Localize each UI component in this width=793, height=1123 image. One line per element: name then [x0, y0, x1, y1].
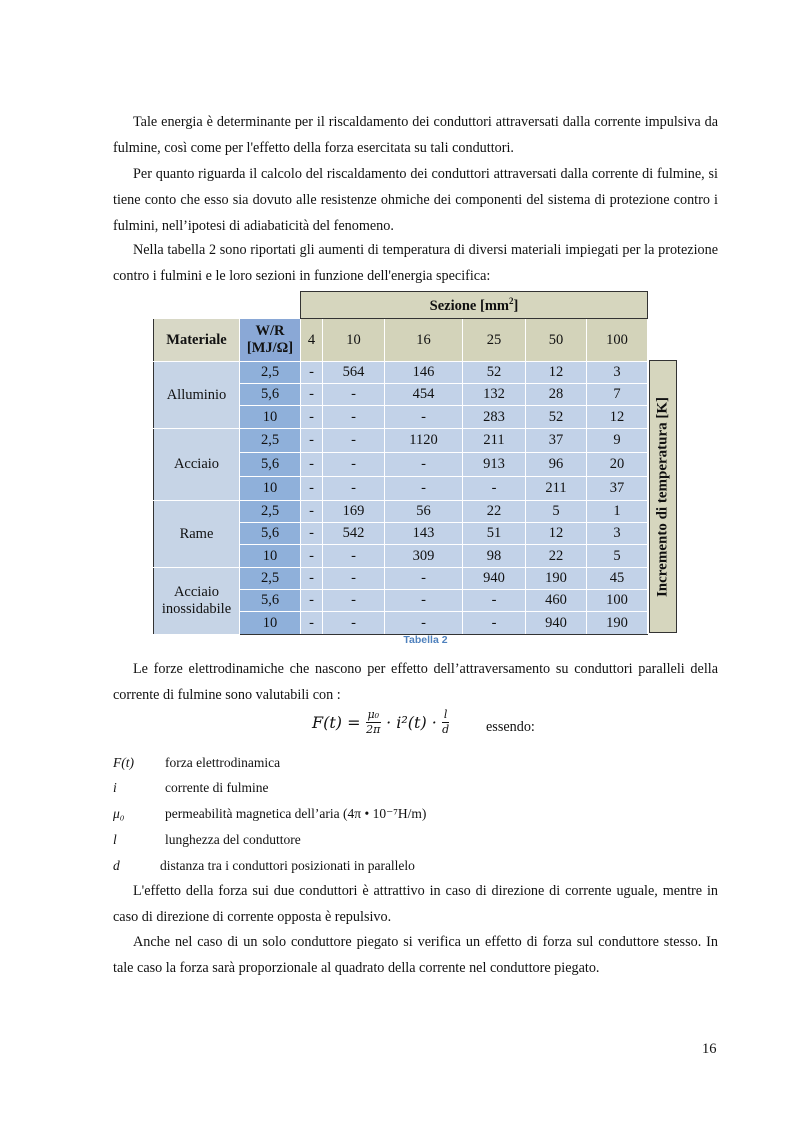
value-cell: - [323, 453, 385, 477]
value-cell: 37 [526, 429, 587, 453]
value-cell: 132 [463, 384, 526, 406]
wr-header: W/R [MJ/Ω] [240, 319, 301, 362]
value-cell: - [385, 612, 463, 635]
value-cell: - [323, 406, 385, 429]
value-cell: - [385, 477, 463, 501]
value-cell: 5 [526, 501, 587, 523]
definition-row: d distanza tra i conduttori posizionati in parallelo [113, 858, 415, 873]
value-cell: 12 [526, 523, 587, 545]
value-cell: 37 [587, 477, 648, 501]
value-cell: 143 [385, 523, 463, 545]
definition-row: μ₀ permeabilità magnetica dell’aria (4π • 10⁻⁷H/m) [113, 806, 427, 821]
value-cell: 309 [385, 545, 463, 568]
wr-cell: 5,6 [240, 453, 301, 477]
material-cell: Acciaio [154, 429, 240, 501]
value-cell: 542 [323, 523, 385, 545]
value-cell: - [301, 406, 323, 429]
temperature-table [153, 291, 648, 635]
value-cell: - [385, 406, 463, 429]
value-cell: 3 [587, 523, 648, 545]
value-cell: - [463, 477, 526, 501]
value-cell: - [323, 477, 385, 501]
value-cell: 52 [463, 362, 526, 384]
value-cell: 1 [587, 501, 648, 523]
value-cell: - [301, 384, 323, 406]
value-cell: 564 [323, 362, 385, 384]
table-caption: Tabella 2 [403, 634, 448, 646]
value-cell: - [301, 545, 323, 568]
wr-cell: 2,5 [240, 568, 301, 590]
page-number: 16 [702, 1041, 717, 1057]
definition-row: F(t) forza elettrodinamica [113, 755, 281, 770]
table-row [154, 568, 648, 590]
value-cell: - [323, 590, 385, 612]
value-cell: - [301, 477, 323, 501]
value-cell: - [301, 453, 323, 477]
value-cell: - [301, 612, 323, 635]
material-cell: Alluminio [154, 362, 240, 429]
section-col: 10 [323, 319, 385, 362]
material-header: Materiale [154, 319, 240, 362]
value-cell: 28 [526, 384, 587, 406]
table-row [154, 501, 648, 523]
value-cell: 20 [587, 453, 648, 477]
definition-row: l lunghezza del conduttore [113, 832, 301, 847]
value-cell: 3 [587, 362, 648, 384]
temperature-increase-label: Incremento di temperatura [K] [649, 360, 677, 633]
value-cell: 96 [526, 453, 587, 477]
section-col: 100 [587, 319, 648, 362]
value-cell: 9 [587, 429, 648, 453]
value-cell: - [385, 568, 463, 590]
essendo-label: essendo: [486, 719, 535, 735]
value-cell: 22 [463, 501, 526, 523]
value-cell: 940 [526, 612, 587, 635]
value-cell: 22 [526, 545, 587, 568]
value-cell: 454 [385, 384, 463, 406]
wr-cell: 2,5 [240, 501, 301, 523]
value-cell: 5 [587, 545, 648, 568]
value-cell: 913 [463, 453, 526, 477]
value-cell: 460 [526, 590, 587, 612]
wr-cell: 2,5 [240, 429, 301, 453]
section-col: 4 [301, 319, 323, 362]
value-cell: 45 [587, 568, 648, 590]
force-formula: F(t) = $\frac{\text{μ₀}}{2\pi}$ · i²(t) · $\frac{l}{d}$ [312, 708, 450, 736]
value-cell: 940 [463, 568, 526, 590]
value-cell: 146 [385, 362, 463, 384]
value-cell: 1120 [385, 429, 463, 453]
value-cell: 169 [323, 501, 385, 523]
value-cell: - [301, 568, 323, 590]
value-cell: 190 [526, 568, 587, 590]
wr-cell: 10 [240, 612, 301, 635]
paragraph-intro: Tale energia è determinante per il riscaldamento dei conduttori attraversati dalla corrente impulsiva da fulmine, così come per l'effetto della forza esercitata su tali conduttori. [113, 114, 718, 156]
wr-cell: 10 [240, 545, 301, 568]
table-row [154, 362, 648, 384]
paragraph-bent-conductor: Anche nel caso di un solo conduttore piegato si verifica un effetto di forza sul conduttore stesso. In tale caso la forza sarà proporzionale al quadrato della corrente nel conduttore piegato. [113, 934, 718, 976]
value-cell: 283 [463, 406, 526, 429]
section-col: 50 [526, 319, 587, 362]
section-header: Sezione $[mm^2]$ [301, 292, 648, 319]
value-cell: - [385, 590, 463, 612]
material-cell: Acciaio inossidabile [154, 568, 240, 635]
definition-row: i corrente di fulmine [113, 780, 269, 795]
value-cell: - [463, 590, 526, 612]
paragraph-table-intro: Nella tabella 2 sono riportati gli aumenti di temperatura di diversi materiali impiegati per la protezione contro i fulmini e le loro sezioni in funzione dell'energia specifica: [113, 242, 718, 284]
wr-cell: 2,5 [240, 362, 301, 384]
value-cell: 211 [463, 429, 526, 453]
value-cell: 211 [526, 477, 587, 501]
value-cell: - [301, 523, 323, 545]
value-cell: - [301, 590, 323, 612]
value-cell: - [323, 568, 385, 590]
wr-cell: 10 [240, 406, 301, 429]
paragraph-heating: Per quanto riguarda il calcolo del riscaldamento dei conduttori attraversati dalla corrente di fulmine, si tiene conto che esso sia dovuto alle resistenze ohmiche dei componenti del sistema di protezione contro i fulmini, nell’ipotesi di adiabaticità del fenomeno. [113, 166, 718, 234]
value-cell: 7 [587, 384, 648, 406]
value-cell: - [323, 545, 385, 568]
value-cell: - [323, 612, 385, 635]
value-cell: 98 [463, 545, 526, 568]
value-cell: - [323, 384, 385, 406]
value-cell: - [301, 362, 323, 384]
value-cell: - [463, 612, 526, 635]
section-col: 16 [385, 319, 463, 362]
value-cell: 51 [463, 523, 526, 545]
wr-cell: 5,6 [240, 523, 301, 545]
value-cell: 190 [587, 612, 648, 635]
paragraph-forces: Le forze elettrodinamiche che nascono per effetto dell’attraversamento su conduttori paralleli della corrente di fulmine sono valutabili con : [113, 661, 718, 703]
wr-cell: 5,6 [240, 384, 301, 406]
value-cell: 12 [526, 362, 587, 384]
value-cell: 56 [385, 501, 463, 523]
value-cell: - [301, 429, 323, 453]
value-cell: - [323, 429, 385, 453]
paragraph-attraction: L'effetto della forza sui due conduttori è attrattivo in caso di direzione di corrente uguale, mentre in caso di direzione di corrente opposta è repulsivo. [113, 883, 718, 925]
value-cell: 100 [587, 590, 648, 612]
table-row [154, 429, 648, 453]
value-cell: - [301, 501, 323, 523]
section-col: 25 [463, 319, 526, 362]
wr-cell: 10 [240, 477, 301, 501]
value-cell: - [385, 453, 463, 477]
value-cell: 12 [587, 406, 648, 429]
value-cell: 52 [526, 406, 587, 429]
material-cell: Rame [154, 501, 240, 568]
wr-cell: 5,6 [240, 590, 301, 612]
